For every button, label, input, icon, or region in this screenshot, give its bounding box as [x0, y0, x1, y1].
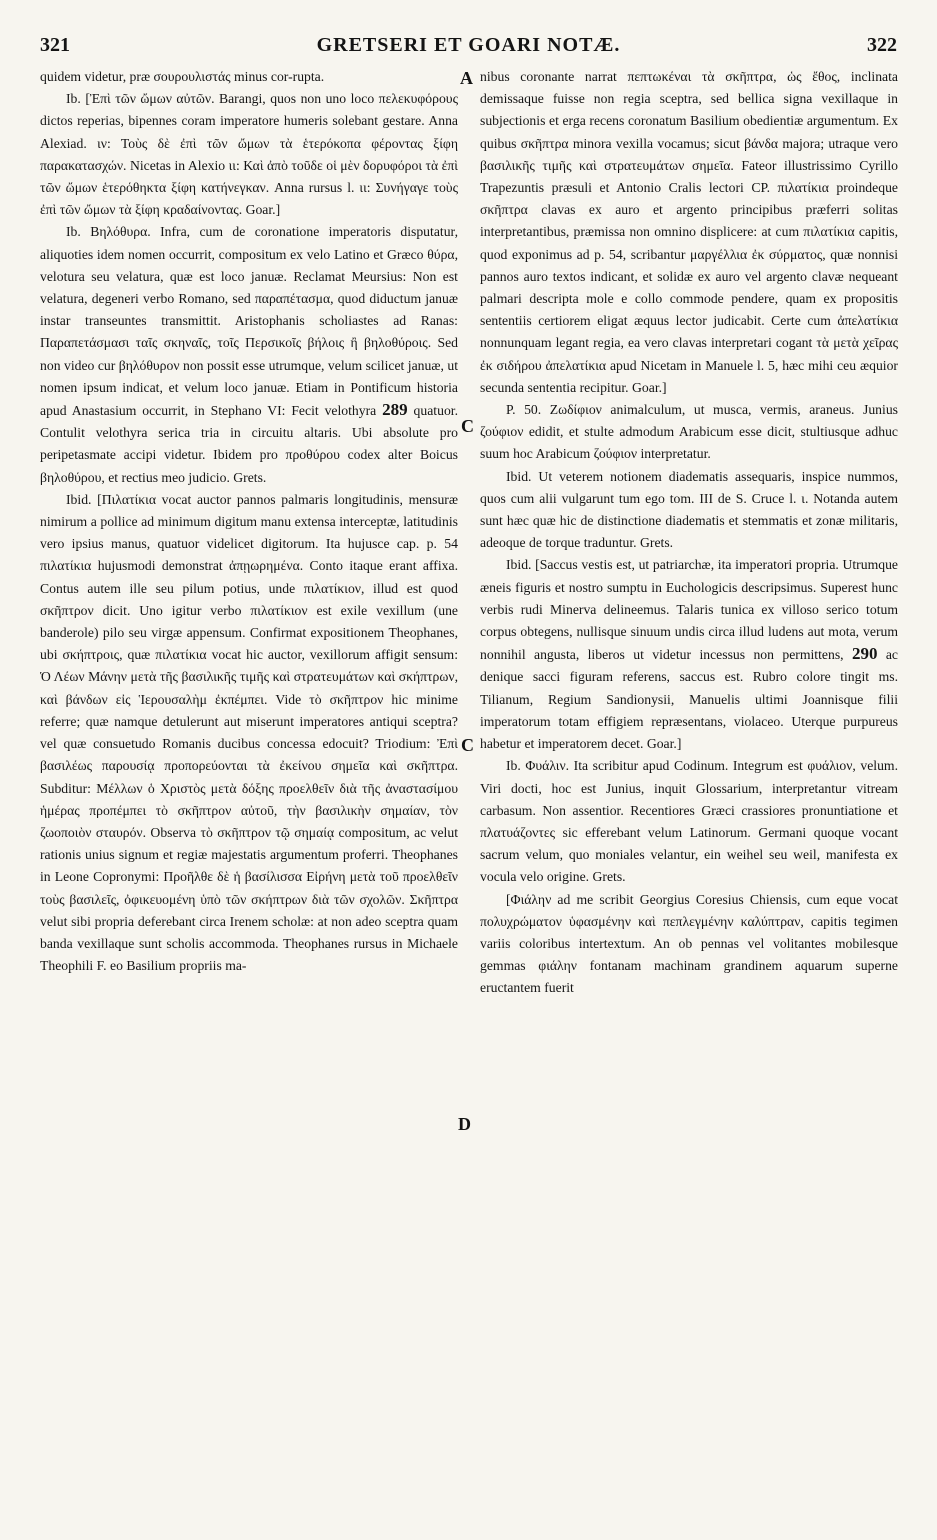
- paragraph: Ib. Φυάλιν. Ita scribitur apud Codinum. Integrum est φυάλιον, velum. Viri docti, hoc est Junius, inquit Glossarium, interpretantur vitream carbasum. Non assentior. Recentiores Græci crassiores pronuntiatione et πλατυάζοντες sic efferebant velum Latinorum. Germani quoque vocant sacrum velum, quo moniales velantur, ein weihel seu weil, manifesta ex vocula velo origine. Grets.: [480, 758, 898, 885]
- paragraph-part: quatuor. Contulit velothyra serica tria in circuitu altaris. Ubi absolute pro peripetasmate accipi videtur. Ibidem pro προθύρου codex alter Boicus βηλοθύρου, et rectius meo judicio. Grets.: [40, 403, 459, 485]
- running-title: GRETSERI ET GOARI NOTÆ.: [316, 34, 621, 56]
- paragraph-part: Ibid. [Saccus vestis est, ut patriarchæ, ita imperatori propria. Utrumque æneis figuris et nostro sumptu in Euchologicis descripsimus. Superest hunc verbis rudi Minerva delineemus. Talaris tunica ex villoso serico totum corpus obtegens, nullisque sinuum undis circa illud ludens aut mota, verum nonnihil angusta, liberos ut videtur incessus non permittens,: [480, 557, 898, 663]
- paragraph: [40, 221, 458, 488]
- paragraph: Ibid. Ut veterem notionem diadematis assequaris, inspice nummos, quos cum alii vulgarunt tum ego tom. III de S. Cruce l. ι. Notanda autem sunt hæc quæ hic de distinctione diadematis et stemmatis et zonæ militaris, adeoque de torque traduntur. Grets.: [480, 468, 898, 551]
- left-page-number: 321: [40, 34, 70, 56]
- paragraph: Ib. [Ἐπὶ τῶν ὤμων αὐτῶν. Barangi, quos non uno loco πελεκυφόρους dictos reperias, bipennes coram imperatore humeris solebant gestare. Anna Alexiad. ιν: Τοὺς δὲ ἐπὶ τῶν ὤμων τὰ ἑτερόκοπα φέροντας ξίφη παρακατασχών. Nicetas in Alexio ιι: Καὶ ἀπὸ τοῦδε οἱ μὲν δορυφόροι τὰ ἐπὶ τῶν ὤμων ἑτερόθηκτα ξίφη κατήνεγκαν. Anna rursus l. ιι: Συνήγαγε τοὺς ἐπὶ τῶν ὤμων τὰ ξίφη κραδαίνοντας. Goar.]: [40, 91, 458, 218]
- paragraph: nibus coronante narrat πεπτωκέναι τὰ σκῆπτρα, ὡς ἔθος, inclinata demissaque fuisse non regia sceptra, sed bellica signa vexillaque in subjectionis et erga recens coronatum Basilium obedientiæ argumentum. Ex quibus σκῆπτρα minora vexilla vocamus; sicut βάνδα majora; utraque vero βασιλικῆς τιμῆς καὶ στρατευμάτων σημεῖα. Fateor illustrissimo Cyrillo Trapezuntis præsuli et Antonio Cralis lectori CP. πιλατίκια proindeque σκῆπτρα clavas ex auro et argento principibus præferri solitas interpretantibus, præmissa non omnino displicere: at cum πιλατίκια capitis, quod exponimus ad p. 54, scribantur μαργέλλια ἐκ σύρματος, quæ nonnisi pannos auro textos indicant, et solidæ ex auro vel argento clavæ nequeant palmari descripta mole e collo commode pendere, quam ex propositis sententiis certiorem eligat æquus lector judicabit. Certe cum ἀπελατίκια nonnunquam legant regia, ea vero clavas interpretari cogant τὰ μετὰ χεῖρας ἐκ σιδήρου ἀπελατίκια apud Nicetam in Manuele l. 5, hæc mihi ceu æquior secunda sententia recipitur. Goar.]: [480, 69, 898, 395]
- left-column: [40, 66, 458, 977]
- right-page-number: 322: [867, 34, 897, 56]
- margin-letter-d: D: [458, 1114, 471, 1134]
- paragraph: quidem videtur, præ σουρουλιστάς minus cor-rupta.: [40, 69, 325, 84]
- margin-letter-c-upper: C: [461, 416, 474, 436]
- paragraph-part: ac denique sacci figuram referens, saccus est. Rubro colore tingit ms. Tilianum, Regium Sandionysii, Manuelis ultimi Joannisque filii imperatorum totam effigiem repræsentans, violaceo. Uterque purpureus habetur et imperatorem decet. Goar.]: [480, 647, 899, 752]
- paragraph: Ibid. [Πιλατίκια vocat auctor pannos palmaris longitudinis, mensuræ nimirum a pollice ad minimum digitum manu extensa interceptæ, latitudinis vero ipsius manus, quatuor videlicet digitorum. Ita hujusce cap. p. 54 πιλατίκια hujusmodi demonstrat ἀπῃωρημένα. Conto itaque erant affixa. Contus autem ille seu pilum potius, unde πιλατίκιον, illud est quod σκῆπτρον dicit. Uno igitur verbo πιλατίκιον est exile vexillum (une banderole) pilo seu virgæ appensum. Confirmat expositionem Theophanes, ubi σκήπτροις, quæ πιλατίκια vocat hic auctor, vexillorum affigit sensum: Ὁ Λέων Μάνην μετὰ τῆς βασιλικῆς τιμῆς καὶ στρατευμάτων καὶ σκήπτρων, καὶ βάνδων εἰς Ἱερουσαλὴμ ἐκπέμπει. Vide τὸ σκῆπτρον hic minime referre; quæ namque detulerunt aut miserunt imperatores antiqui sceptra? vel quæ consuetudo Romanis ducibus concessa edocuit? Triodium: Ἐπὶ βασιλέως παρουσίᾳ προπορεύονται τὰ ἐκείνου σημεῖα καὶ σκῆπτρα. Subditur: Μέλλων ὁ Χριστὸς μετὰ δόξης προελθεῖν διὰ τῆς ἀναστασίμου ἡμέρας προπέμπει τὸ σκῆπτρον αὐτοῦ, τὴν βασιλικὴν σημαίαν, τὸν ζωοποιὸν σταυρόν. Observa τὸ σκῆπτρον τῷ σημαίᾳ compositum, ac velut rationis unius signum et regiæ majestatis argumentum proferri. Theophanes in Leone Copronymi: Προῆλθε δὲ ἡ βασίλισσα Εἰρήνη μετὰ τοῦ προελθεῖν τοὺς βασιλεῖς, ὀφικευομένη ὑπὸ τῶν σκήπτρων διὰ τῶν σχολῶν. Σκῆπτρα velut sibi propria deferebant circa Irenem scholæ: at non adeo sceptra quam banda vexillaque sunt scholis accommoda. Theophanes rursus in Michaele Theophili F. eo Basilium propriis ma-: [40, 491, 458, 974]
- folio-number-290: 290: [851, 644, 878, 664]
- running-header: [40, 34, 897, 64]
- paragraph: P. 50. Ζωδίφιον animalculum, ut musca, vermis, araneus. Junius ζούφιον edidit, et stulte admodum Arabicum esse dicit, stultiusque adhuc suum hoc Arabicum ζούφιον interpretatur.: [480, 402, 898, 462]
- margin-letter-c-lower: C: [461, 735, 474, 755]
- margin-letter-a: A: [460, 68, 473, 88]
- right-column: [480, 66, 898, 1000]
- paragraph-part: Ib. Βηλόθυρα. Infra, cum de coronatione imperatoris disputatur, aliquoties idem nomen occurrit, compositum ex velo Latino et Græco θύρα, velotura seu velatura, quæ est loco januæ. Reclamat Meursius: Non est velatura, degeneri verbo Romano, sed παραπέτασμα, quod diductum januæ instar transeuntes transmittit. Aristophanis scholiastes ad Ranas: Παραπετάσμασι ταῖς σκηναῖς, τοῖς Περσικοῖς βήλοις ἢ βηλοθύροις. Sed non video cur βηλόθυρον non possit esse utrumque, velum scilicet januæ, ut nomen ipsum indicat, et velum loco januæ. Etiam in Pontificum historia apud Anastasium occurrit, in Stephano VI: Fecit velothyra: [40, 224, 458, 419]
- folio-number-289: 289: [382, 400, 408, 420]
- paragraph: [Φιάλην ad me scribit Georgius Coresius Chiensis, cum eque vocat πολυχρώματον ὑφασμένην καὶ πεπλεγμένην καλύπτραν, capitis tegimen variis coloribus intertextum. An ob pennas vel volitantes mobilesque gemmas φιάλην fontanam machinam grandinem aquarum superne eructantem fuerit: [480, 891, 898, 996]
- paragraph: [480, 554, 898, 755]
